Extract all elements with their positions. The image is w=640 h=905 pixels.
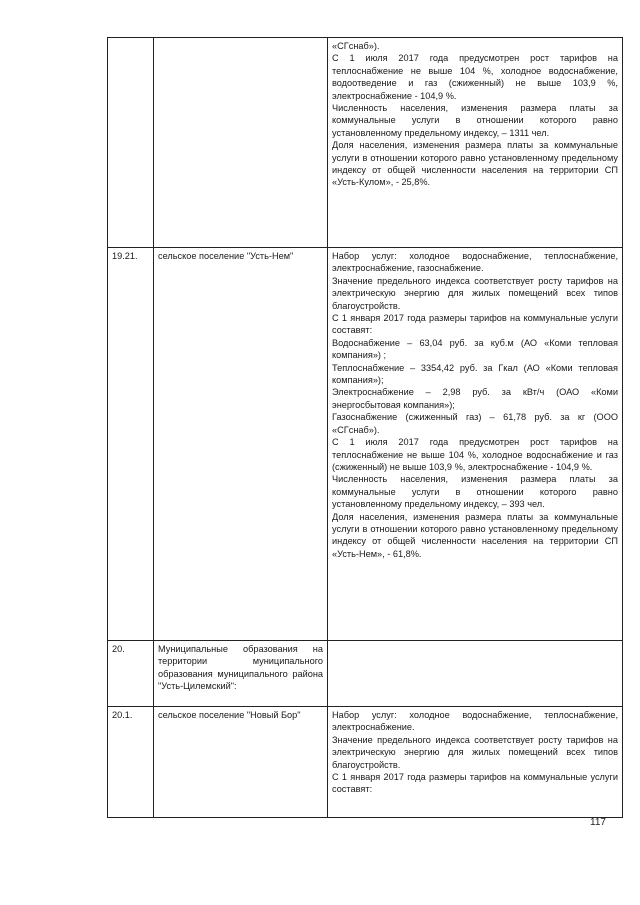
municipality-name-cell bbox=[154, 707, 328, 818]
tariff-description-cell bbox=[328, 248, 623, 641]
municipality-name-cell bbox=[154, 38, 328, 248]
municipality-name: сельское поселение "Новый Бор" bbox=[158, 710, 301, 720]
description-paragraph: Водоснабжение – 63,04 руб. за куб.м (АО «Коми тепловая компания») ; bbox=[332, 337, 618, 361]
description-paragraph: Теплоснабжение – 3354,42 руб. за Гкал (АО «Коми тепловая компания»); bbox=[332, 362, 618, 386]
description-paragraph: С 1 января 2017 года размеры тарифов на коммунальные услуги составят: bbox=[332, 772, 618, 795]
description-paragraph: «СГснаб»). bbox=[332, 41, 380, 51]
municipality-group-name: Муниципальные образования на территории муниципального образования муниципального района "Усть-Цилемский": bbox=[158, 644, 323, 692]
row-number-cell bbox=[108, 38, 154, 248]
tariff-description-cell bbox=[328, 641, 623, 707]
description-paragraph: Численность населения, изменения размера платы за коммунальные услуги в отношении которого равно установленному предельному индексу, – 393 чел. bbox=[332, 474, 618, 510]
description-paragraph: С 1 января 2017 года размеры тарифов на коммунальные услуги составят: bbox=[332, 313, 618, 336]
tariff-table bbox=[107, 37, 623, 818]
table-row bbox=[108, 38, 623, 248]
page-number: 117 bbox=[590, 817, 606, 828]
tariff-description-cell bbox=[328, 38, 623, 248]
description-paragraph: Электроснабжение – 2,98 руб. за кВт/ч (ОАО «Коми энергосбытовая компания»); bbox=[332, 387, 618, 410]
municipality-name-cell bbox=[154, 641, 328, 707]
description-paragraph: Доля населения, изменения размера платы за коммунальные услуги в отношении которого равно установленному предельному индексу от общей численности населения на территории СП «Усть-Нем», - 61,8%. bbox=[332, 511, 618, 559]
description-paragraph: С 1 июля 2017 года предусмотрен рост тарифов на теплоснабжение не выше 104 %, холодное водоснабжение и газ (сжиженный) не выше 103,9 %, электроснабжение - 104,9 %. bbox=[332, 437, 618, 472]
table-row bbox=[108, 707, 623, 818]
municipality-name-cell bbox=[154, 248, 328, 641]
municipality-name: сельское поселение "Усть-Нем" bbox=[158, 251, 294, 261]
row-number-cell: 19.21. bbox=[108, 248, 154, 641]
description-paragraph: Набор услуг: холодное водоснабжение, теплоснабжение, электроснабжение. bbox=[332, 710, 618, 733]
description-paragraph: С 1 июля 2017 года предусмотрен рост тарифов на теплоснабжение не выше 104 %, холодное водоснабжение, водоотведение и газ (сжиженный) не выше 103,9 %, электроснабжение - 104,9 %. bbox=[332, 53, 618, 101]
tariff-description-cell bbox=[328, 707, 623, 818]
description-paragraph: Газоснабжение (сжиженный газ) – 61,78 руб. за кг (ООО «СГснаб»). bbox=[332, 412, 618, 435]
description-paragraph: Значение предельного индекса соответствует росту тарифов на электрическую энергию для жилых помещений всех типов благоустройств. bbox=[332, 734, 618, 770]
description-paragraph: Численность населения, изменения размера платы за коммунальные услуги в отношении которого равно установленному предельному индексу, – 1311 чел. bbox=[332, 103, 618, 138]
description-paragraph: Доля населения, изменения размера платы за коммунальные услуги в отношении которого равно установленному предельному индексу от общей численности населения на территории СП «Усть-Кулом», - 25,8%. bbox=[332, 140, 618, 188]
table-row bbox=[108, 248, 623, 641]
row-number-cell: 20.1. bbox=[108, 707, 154, 818]
row-number-cell: 20. bbox=[108, 641, 154, 707]
description-paragraph: Набор услуг: холодное водоснабжение, теплоснабжение, электроснабжение, газоснабжение. bbox=[332, 251, 618, 274]
description-paragraph: Значение предельного индекса соответствует росту тарифов на электрическую энергию для жилых помещений всех типов благоустройств. bbox=[332, 275, 618, 311]
table-row bbox=[108, 641, 623, 707]
